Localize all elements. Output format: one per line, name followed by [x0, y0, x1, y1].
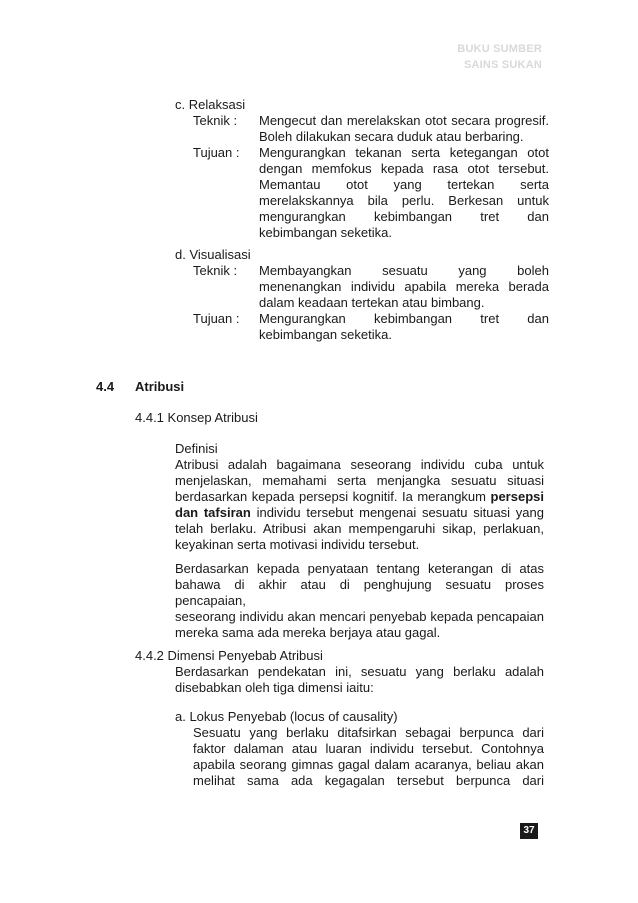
text-line: Sesuatu yang berlaku ditafsirkan sebagai berpunca dari — [193, 725, 544, 740]
text-line: menjelaskan, memahami serta menjangka sesuatu situasi — [175, 473, 544, 488]
text-line: keyakinan serta motivasi individu tersebut. — [175, 537, 420, 552]
header-brand — [457, 41, 542, 73]
text-line: telah berlaku. Atribusi akan mempengaruhi sikap, perlakuan, — [175, 521, 544, 536]
text-line: dalam keadaan tertekan atau bimbang. — [259, 295, 485, 310]
text-line: bahawa di akhir atau di penghujung sesuatu proses pencapaian, — [175, 577, 544, 608]
text-line: apabila seorang gimnas gagal dalam acaranya, beliau akan — [193, 757, 544, 772]
visualisasi-title: d. Visualisasi — [175, 247, 251, 262]
text-line: Mengurangkan tekanan serta ketegangan otot — [259, 145, 549, 160]
section-title: Atribusi — [135, 379, 185, 394]
item-a — [175, 709, 544, 789]
relaksasi-title: c. Relaksasi — [175, 97, 246, 112]
header-line-1: BUKU SUMBER — [457, 43, 542, 55]
intro-paragraph — [175, 664, 544, 696]
definisi-label: Definisi — [175, 441, 218, 456]
text-span: berdasarkan kepada persepsi kognitif. Ia merangkum — [175, 489, 491, 504]
text-line: menenangkan individu apabila mereka berada — [259, 279, 549, 294]
visualisasi-tujuan-label: Tujuan : — [193, 311, 240, 326]
text-line: merelakskannya bila perlu. Berkesan untuk — [259, 193, 549, 208]
text-line: Mengecut dan merelakskan otot secara progresif. — [259, 113, 549, 128]
text-line: mengurangkan kebimbangan tret dan — [259, 209, 549, 224]
relaksasi-tujuan — [193, 145, 549, 241]
relaksasi-tujuan-label: Tujuan : — [193, 145, 240, 160]
definisi-block — [175, 441, 544, 553]
page-number: 37 — [520, 823, 538, 839]
text-line: Membayangkan sesuatu yang boleh — [259, 263, 549, 278]
text-line: kebimbangan seketika. — [259, 225, 392, 240]
text-line: Berdasarkan pendekatan ini, sesuatu yang berlaku adalah — [175, 664, 544, 679]
relaksasi-block — [175, 97, 549, 241]
text-line: faktor dalaman atau luaran individu tersebut. Contohnya — [193, 741, 544, 756]
text-line: Atribusi adalah bagaimana seseorang individu cuba untuk — [175, 457, 544, 472]
text-line: melihat sama ada kegagalan tersebut berpunca dari — [193, 773, 544, 788]
text-line: seseorang individu akan mencari penyebab kepada pencapaian — [175, 609, 544, 624]
header-line-2: SAINS SUKAN — [464, 59, 542, 71]
text-line: Boleh dilakukan secara duduk atau berbaring. — [259, 129, 524, 144]
visualisasi-teknik-label: Teknik : — [193, 263, 238, 278]
subsection-heading-4-4-2: 4.4.2 Dimensi Penyebab Atribusi — [135, 648, 323, 663]
bold-term: dan tafsiran — [175, 505, 251, 520]
text-line: disebabkan oleh tiga dimensi iaitu: — [175, 680, 374, 695]
section-number: 4.4 — [96, 379, 115, 394]
text-line: Memantau otot yang tertekan serta — [259, 177, 549, 192]
text-line — [175, 505, 544, 521]
text-line: mereka sama ada mereka berjaya atau gagal. — [175, 625, 441, 640]
text-line: Mengurangkan kebimbangan tret dan — [259, 311, 549, 326]
text-line: Berdasarkan kepada penyataan tentang keterangan di atas — [175, 561, 544, 576]
text-line — [175, 489, 544, 505]
visualisasi-block — [175, 247, 549, 343]
paragraph-2 — [175, 561, 544, 641]
visualisasi-tujuan — [193, 311, 549, 343]
bold-term: persepsi — [490, 489, 544, 504]
relaksasi-teknik — [193, 113, 549, 145]
visualisasi-teknik — [193, 263, 549, 311]
subsection-heading-4-4-1: 4.4.1 Konsep Atribusi — [135, 410, 258, 425]
text-line: dengan memfokus kepada rasa otot tersebut. — [259, 161, 549, 176]
text-line: kebimbangan seketika. — [259, 327, 392, 342]
relaksasi-teknik-label: Teknik : — [193, 113, 238, 128]
text-span: individu tersebut mengenai sesuatu situasi yang — [250, 505, 544, 520]
item-a-title: a. Lokus Penyebab (locus of causality) — [175, 709, 398, 724]
